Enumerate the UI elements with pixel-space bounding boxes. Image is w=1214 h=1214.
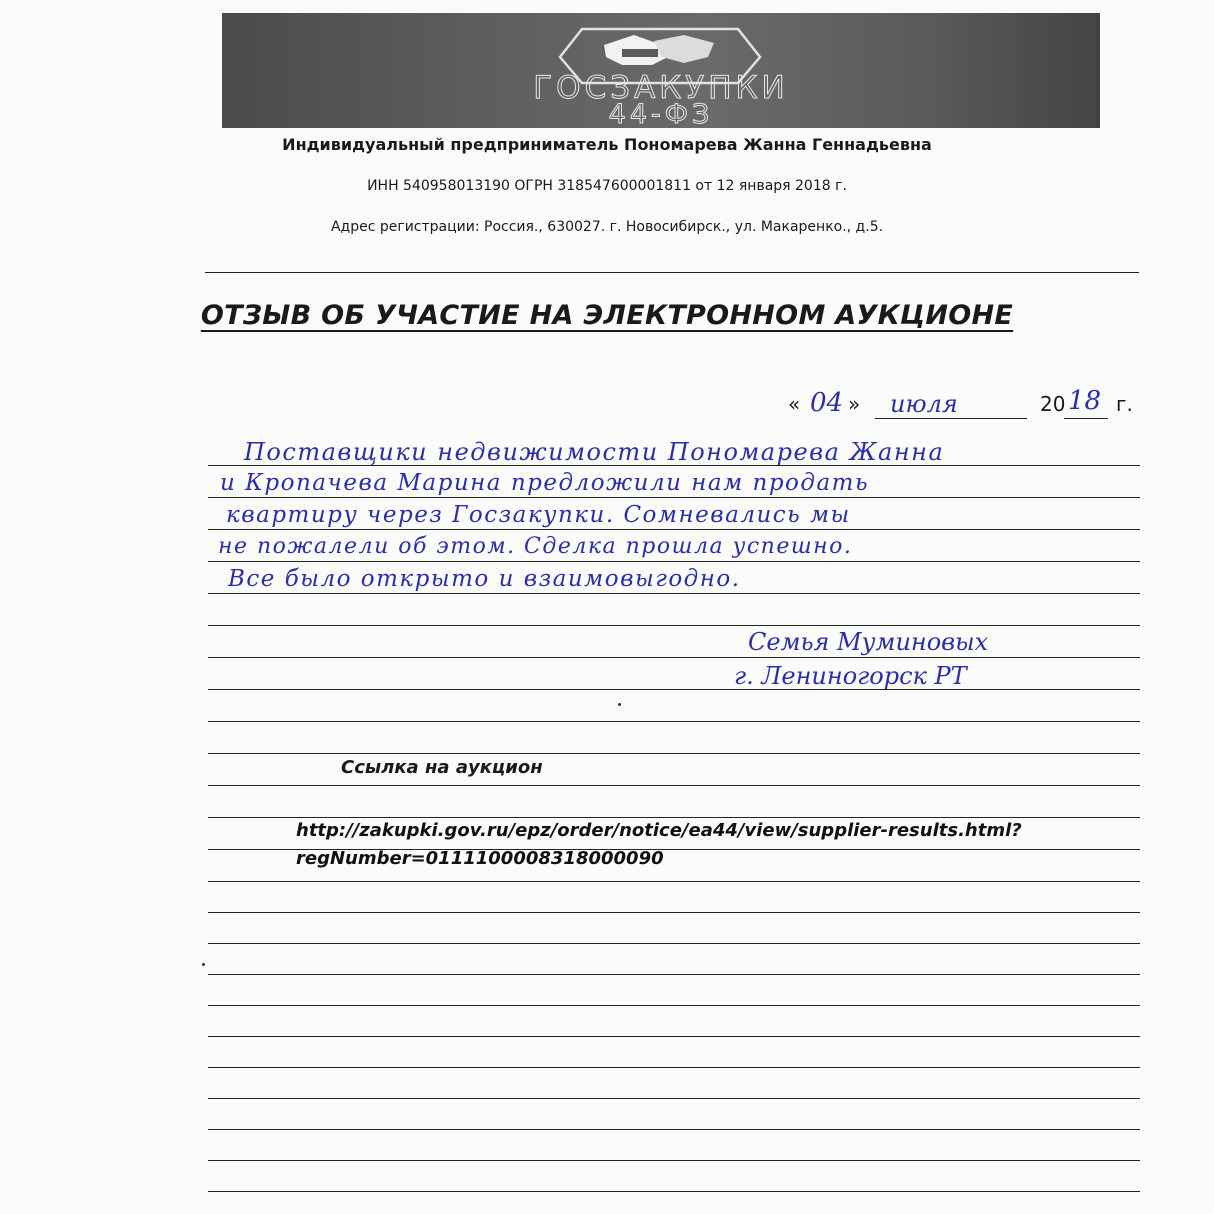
ruled-line xyxy=(208,1067,1140,1068)
ruled-line xyxy=(208,1129,1140,1130)
date-open-quote: « xyxy=(788,392,801,416)
logo-subtitle: 44-ФЗ xyxy=(608,99,714,130)
ruled-line xyxy=(208,817,1140,818)
ruled-line xyxy=(208,1191,1140,1192)
date-year-prefix: 20 xyxy=(1040,392,1066,416)
ruled-line xyxy=(208,753,1140,754)
scan-speck xyxy=(202,963,205,966)
ruled-line xyxy=(208,689,1140,690)
review-line: не пожалели об этом. Сделка прошла успешно. xyxy=(218,534,853,559)
auction-link-label: Ссылка на аукцион xyxy=(341,757,543,778)
review-line: Поставщики недвижимости Пономарева Жанна xyxy=(244,438,945,466)
ruled-line xyxy=(208,912,1140,913)
date-year-suffix: 18 xyxy=(1068,386,1102,416)
ruled-line xyxy=(208,657,1140,658)
registration-address: Адрес регистрации: Россия., 630027. г. Новосибирск., ул. Макаренко., д.5. xyxy=(330,219,884,235)
ruled-line xyxy=(208,561,1140,562)
month-underline xyxy=(875,418,1027,419)
ruled-line xyxy=(208,1036,1140,1037)
date-month: июля xyxy=(890,390,958,418)
registration-ids: ИНН 540958013190 ОГРН 318547600001811 от 12 января 2018 г. xyxy=(367,178,847,194)
ruled-line xyxy=(208,625,1140,626)
review-line: и Кропачева Марина предложили нам продать xyxy=(220,470,870,496)
ruled-line xyxy=(208,593,1140,594)
document-title: ОТЗЫВ ОБ УЧАСТИЕ НА ЭЛЕКТРОННОМ АУКЦИОНЕ xyxy=(200,300,1014,331)
signature-city: г. Лениногорск РТ xyxy=(734,662,967,690)
ruled-line xyxy=(208,529,1140,530)
ruled-line xyxy=(208,881,1140,882)
ruled-line xyxy=(208,1098,1140,1099)
review-line: Все было открыто и взаимовыгодно. xyxy=(228,566,741,592)
signature-family: Семья Муминовых xyxy=(748,628,989,656)
scan-speck xyxy=(618,703,621,706)
owner-name: Индивидуальный предприниматель Пономарева Жанна Геннадьевна xyxy=(282,135,932,154)
ruled-line xyxy=(208,1160,1140,1161)
year-underline xyxy=(1064,418,1108,419)
logo-title: ГОСЗАКУПКИ xyxy=(533,70,789,106)
header-divider xyxy=(205,272,1139,273)
ruled-line xyxy=(208,974,1140,975)
review-line: квартиру через Госзакупки. Сомневались мы xyxy=(226,502,851,528)
ruled-line xyxy=(208,721,1140,722)
ruled-line xyxy=(208,497,1140,498)
date-close-quote-wrap xyxy=(848,392,860,416)
ruled-line xyxy=(208,1005,1140,1006)
date-year-unit: г. xyxy=(1116,392,1133,416)
auction-url-line2[interactable]: regNumber=0111100008318000090 xyxy=(296,848,664,869)
date-row xyxy=(788,392,800,416)
ruled-line xyxy=(208,785,1140,786)
logo-banner xyxy=(222,13,1100,128)
date-day: 04 xyxy=(810,388,844,418)
date-close-quote: » xyxy=(848,392,861,416)
ruled-line xyxy=(208,943,1140,944)
auction-url-line1[interactable]: http://zakupki.gov.ru/epz/order/notice/ea44/view/supplier-results.html? xyxy=(296,820,1022,841)
